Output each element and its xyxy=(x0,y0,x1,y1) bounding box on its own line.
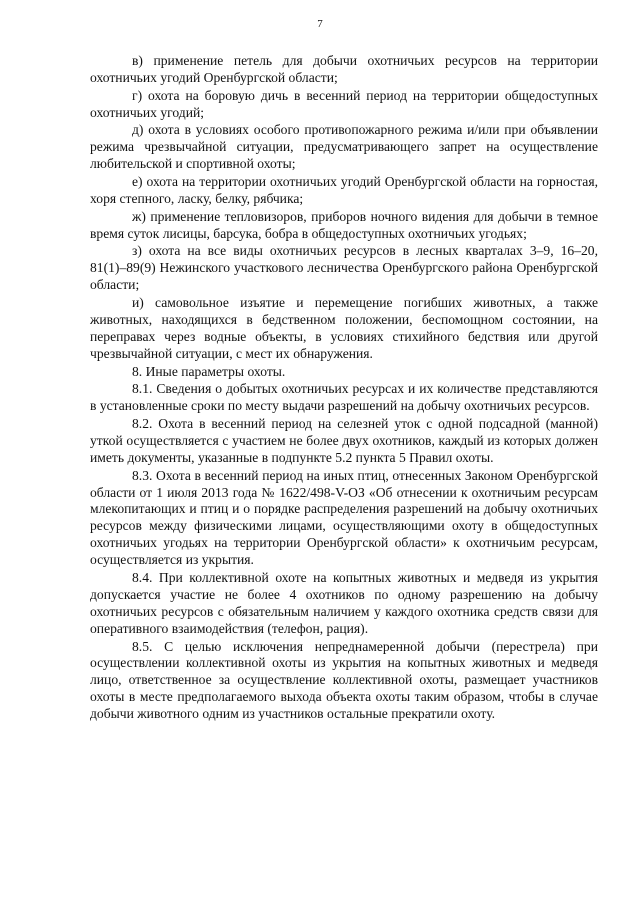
paragraph-item-i: и) самовольное изъятие и перемещение погибших животных, а также животных, находящихся в бедственном положении, беспомощном состоянии, на переправах через водные объекты, в условиях стихийного бедствия или другой чрезвычайной ситуации, с мест их обнаружения. xyxy=(90,295,598,361)
paragraph-8-3: 8.3. Охота в весенний период на иных птиц, отнесенных Законом Оренбургской области от 1 июля 2013 года № 1622/498-V-ОЗ «Об отнесении к охотничьим ресурсам млекопитающих и птиц и о порядке распределения разрешений на добычу охотничьих ресурсов между физическими лицами, осуществляющими охоту в общедоступных охотничьих угодьях на территории Оренбургской области» к охотничьим ресурсам, осуществляется из укрытия. xyxy=(90,467,598,568)
paragraph-item-e: е) охота на территории охотничьих угодий Оренбургской области на горностая, хоря степного, ласку, белку, рябчика; xyxy=(90,174,598,206)
paragraph-8-1: 8.1. Сведения о добытых охотничьих ресурсах и их количестве представляются в установленные сроки по месту выдачи разрешений на добычу охотничьих ресурсов. xyxy=(90,381,598,414)
document-body xyxy=(90,53,598,724)
paragraph-8-2: 8.2. Охота в весенний период на селезней уток с одной подсадной (манной) уткой осуществляется с участием не более двух охотников, каждый из которых должен иметь документы, указанные в подпункте 5.2 пункта 5 Правил охоты. xyxy=(90,416,598,465)
paragraph-8-4: 8.4. При коллективной охоте на копытных животных и медведя из укрытия допускается участие не более 4 охотников по одному разрешению на добычу охотничьих ресурсов с обязательным наличием у каждого охотника средств связи для оперативного взаимодействия (телефон, рация). xyxy=(90,569,598,636)
page-number: 7 xyxy=(317,18,323,30)
section-heading-8: 8. Иные параметры охоты. xyxy=(132,363,286,379)
paragraph-item-z: з) охота на все виды охотничьих ресурсов в лесных кварталах 3–9, 16–20, 81(1)–89(9) Нежинского участкового лесничества Оренбургского района Оренбургской области; xyxy=(90,243,598,293)
paragraph-8-5: 8.5. С целью исключения непреднамеренной добычи (перестрела) при осуществлении коллективной охоты из укрытия на копытных животных и медведя лицо, ответственное за осуществление коллективной охоты, размещает участников охоты в месте предполагаемого выхода объекта охоты таким образом, чтобы в случае добычи животного одним из участников остальные прекратили охоту. xyxy=(90,638,598,722)
paragraph-item-g: г) охота на боровую дичь в весенний период на территории общедоступных охотничьих угодий; xyxy=(90,87,598,120)
paragraph-item-d: д) охота в условиях особого противопожарного режима и/или при объявлении режима чрезвычайной ситуации, предусматривающего запрет на осуществление любительской и спортивной охоты; xyxy=(90,122,598,172)
paragraph-item-v: в) применение петель для добычи охотничьих ресурсов на территории охотничьих угодий Оренбургской области; xyxy=(90,53,598,85)
paragraph-item-zh: ж) применение тепловизоров, приборов ночного видения для добычи в темное время суток лисицы, барсука, бобра в общедоступных охотничьих угодьях; xyxy=(90,208,598,241)
